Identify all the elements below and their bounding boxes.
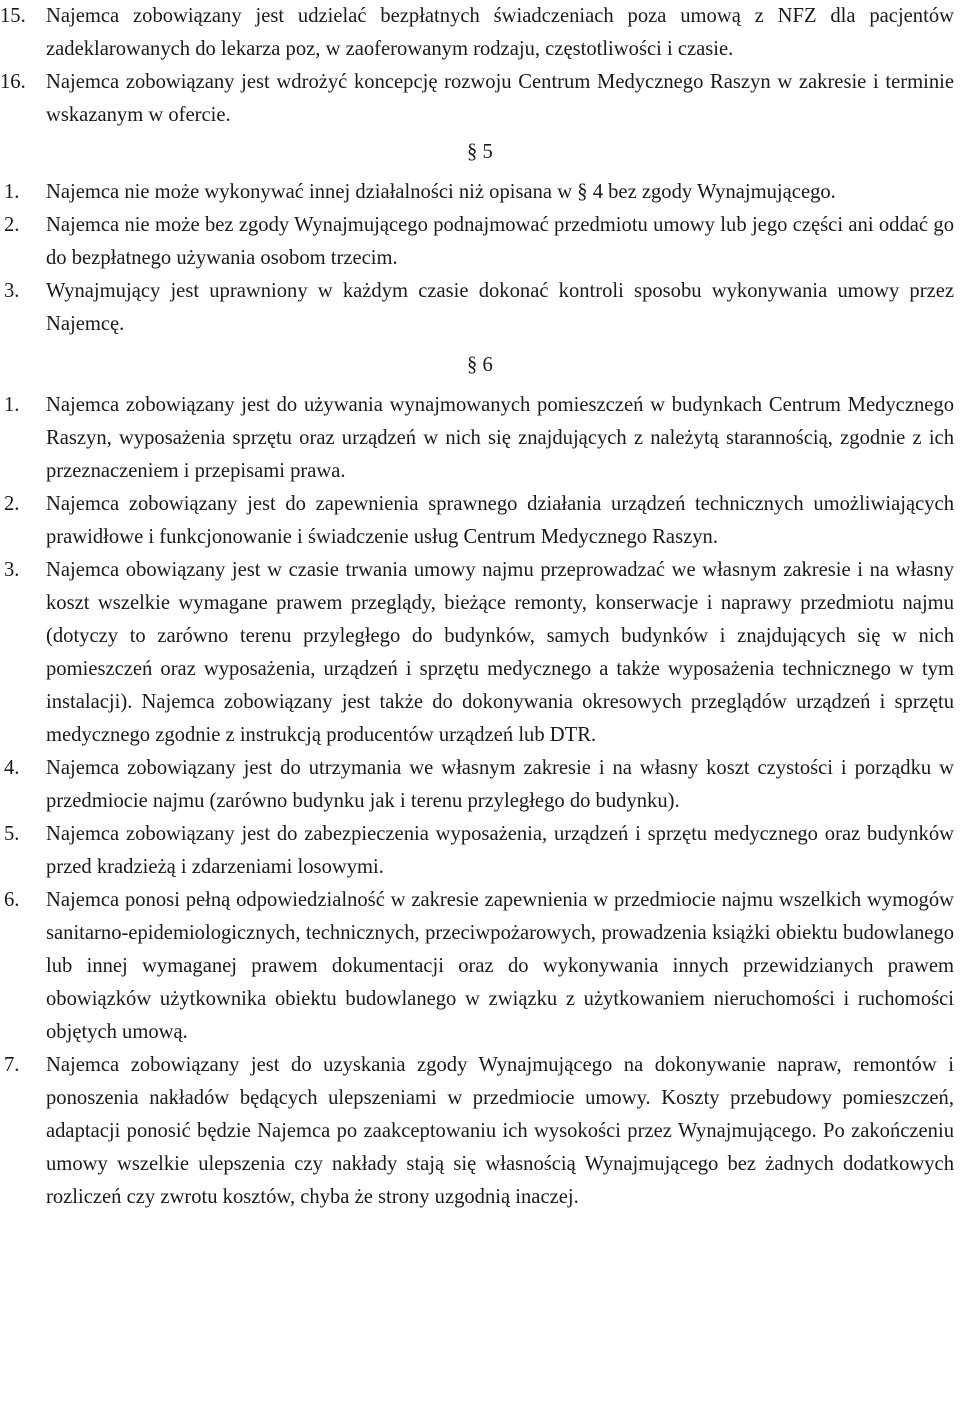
section-6 — [0, 349, 960, 1214]
list-item-number: 7. — [4, 1054, 20, 1076]
list-item-text: Najemca obowiązany jest w czasie trwania umowy najmu przeprowadzać we własnym zakresie i na własny koszt wszelkie wymagane prawem przeglądy, bieżące remonty, konserwacje i naprawy przedmiotu najmu (dotyczy to zarówno terenu przyległego do budynków, samych budynków i znajdujących się w nich pomieszczeń oraz wyposażenia, urządzeń i sprzętu medycznego a także wyposażenia technicznego w tym instalacji). Najemca zobowiązany jest także do dokonywania okresowych przeglądów urządzeń i sprzętu medycznego zgodnie z instrukcją producentów urządzeń lub DTR. — [46, 559, 954, 746]
list-item-number: 1. — [4, 181, 20, 203]
list-item-number: 4. — [4, 757, 20, 779]
list-item — [4, 488, 954, 554]
list-item — [0, 66, 954, 132]
list-item-number: 6. — [4, 889, 20, 911]
list-item — [4, 209, 954, 275]
list-item — [4, 1049, 954, 1214]
list-item-number: 3. — [4, 280, 20, 302]
list-item-number: 15. — [0, 5, 26, 27]
list-item-number: 1. — [4, 394, 20, 416]
section-heading: § 5 — [467, 141, 493, 163]
list-item-text: Najemca zobowiązany jest do zapewnienia sprawnego działania urządzeń technicznych umożliwiających prawidłowe i funkcjonowanie i świadczenie usług Centrum Medycznego Raszyn. — [46, 493, 954, 548]
list-item-text: Najemca nie może wykonywać innej działalności niż opisana w § 4 bez zgody Wynajmującego. — [46, 181, 836, 203]
list-item-text: Najemca zobowiązany jest do używania wynajmowanych pomieszczeń w budynkach Centrum Medycznego Raszyn, wyposażenia sprzętu oraz urządzeń w nich się znajdujących z należytą starannością, zgodnie z ich przeznaczeniem i przepisami prawa. — [46, 394, 954, 482]
list-item-text: Najemca zobowiązany jest do uzyskania zgody Wynajmującego na dokonywanie napraw, remontów i ponoszenia nakładów będących ulepszeniami w przedmiocie umowy. Koszty przebudowy pomieszczeń, adaptacji ponosić będzie Najemca po zaakceptowaniu ich wysokości przez Wynajmującego. Po zakończeniu umowy wszelkie ulepszenia czy nakłady stają się własnością Wynajmującego bez żadnych dodatkowych rozliczeń czy zwrotu kosztów, chyba że strony uzgodnią inaczej. — [46, 1054, 954, 1208]
list-item-number: 3. — [4, 559, 20, 581]
list-item-number: 2. — [4, 214, 20, 236]
list-item — [0, 0, 954, 66]
list-item-number: 2. — [4, 493, 20, 515]
list-item — [4, 176, 954, 209]
list-item-number: 5. — [4, 823, 20, 845]
list-item — [4, 275, 954, 341]
list-item-number: 16. — [0, 71, 26, 93]
list-item-text: Najemca zobowiązany jest wdrożyć koncepcję rozwoju Centrum Medycznego Raszyn w zakresie i terminie wskazanym w ofercie. — [46, 71, 954, 126]
list-item — [4, 752, 954, 818]
list-item-text: Najemca zobowiązany jest do zabezpieczenia wyposażenia, urządzeń i sprzętu medycznego oraz budynków przed kradzieżą i zdarzeniami losowymi. — [46, 823, 954, 878]
list-item-text: Najemca zobowiązany jest udzielać bezpłatnych świadczeniach poza umową z NFZ dla pacjentów zadeklarowanych do lekarza poz, w zaoferowanym rodzaju, częstotliwości i czasie. — [46, 5, 954, 60]
list-item — [4, 818, 954, 884]
list-item — [4, 389, 954, 488]
list-item-text: Najemca nie może bez zgody Wynajmującego podnajmować przedmiotu umowy lub jego części ani oddać go do bezpłatnego używania osobom trzecim. — [46, 214, 954, 269]
list-item-text: Najemca zobowiązany jest do utrzymania we własnym zakresie i na własny koszt czystości i porządku w przedmiocie najmu (zarówno budynku jak i terenu przyległego do budynku). — [46, 757, 954, 812]
list-item — [4, 884, 954, 1049]
list-item — [4, 554, 954, 752]
section-5 — [0, 136, 960, 341]
list-item-text: Najemca ponosi pełną odpowiedzialność w zakresie zapewnienia w przedmiocie najmu wszelkich wymogów sanitarno-epidemiologicznych, technicznych, przeciwpożarowych, prowadzenia książki obiektu budowlanego lub innej wymaganej prawem dokumentacji oraz do wykonywania innych przewidzianych prawem obowiązków użytkownika obiektu budowlanego w związku z użytkowaniem nieruchomości i ruchomości objętych umową. — [46, 889, 954, 1043]
list-item-text: Wynajmujący jest uprawniony w każdym czasie dokonać kontroli sposobu wykonywania umowy przez Najemcę. — [46, 280, 954, 335]
section-heading: § 6 — [467, 354, 493, 376]
list-continued — [0, 0, 960, 132]
